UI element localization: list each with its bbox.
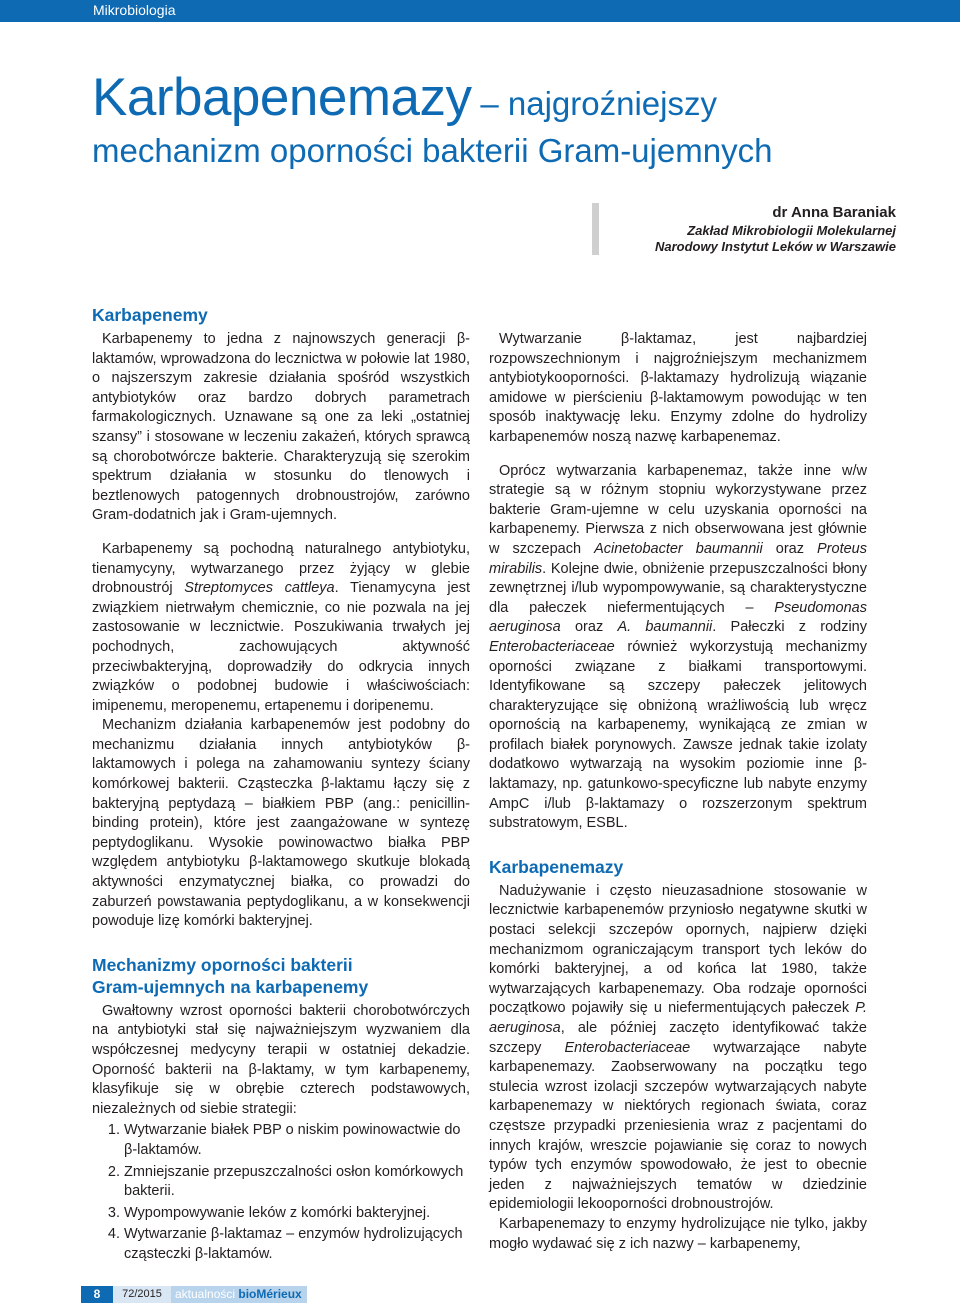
heading-mechanizmy: Mechanizmy oporności bakterii Gram-ujemnych na karbapenemy — [92, 954, 369, 997]
author-affiliation-2: Narodowy Instytut Leków w Warszawie — [654, 239, 896, 254]
list-item: 3. Wypompowywanie leków z komórki bakteryjnej. — [124, 1204, 470, 1224]
family-name: Enterobacteriaceae — [564, 1039, 691, 1056]
author-affiliation-1: Zakład Mikrobiologii Molekularnej — [687, 223, 896, 238]
page-footer — [81, 1286, 303, 1303]
family-name: Enterobacteriaceae — [489, 638, 615, 655]
species-name: Acinetobacter baumannii — [594, 540, 763, 557]
paragraph: Karbapenemy to jedna z najnowszych generacji β-laktamów, wprowadzona do lecznictwa w połowie lat 1980, o najszerszym zakresie działania spośród wszystkich antybiotyków oraz bardzo dobrych parametrach farmakologicznych. Uznawane są one za leki „ostatniej szansy” i stosowane w leczeniu zakażeń, których sprawcą są chorobotwórcze bakterie. Charakteryzują się szerokim spektrum działania w stosunku do tlenowych i beztlenowych patogennych drobnoustrojów, zarówno Gram-dodatnich jak i Gram-ujemnych. — [92, 331, 470, 524]
article-title — [92, 66, 932, 170]
heading-karbapenemy: Karbapenemy — [92, 305, 208, 325]
paragraph: Wytwarzanie β-laktamaz, jest najbardziej rozpowszechnionym i najgroźniejszym mechanizmem antybiotykooporności. β-laktamazy hydrolizują wiązanie amidowe w pierścieniu β-laktamowym powodując w ten sposób inaktywację leku. Enzymy zdolne do hydrolizy karbapenemów noszą nazwę karbapenemaz. — [489, 331, 867, 445]
paragraph: Karbapenemazy to enzymy hydrolizujące nie tylko, jakby mogło wydawać się z ich nazwy – karbapenemy, — [489, 1215, 867, 1252]
section-label: Mikrobiologia — [93, 2, 176, 18]
page-number: 8 — [81, 1286, 113, 1303]
species-name: Proteus mirabilis — [489, 540, 867, 577]
species-name: A. baumannii — [617, 619, 713, 636]
issue-number: 72/2015 — [113, 1286, 171, 1303]
paragraph: Mechanizm działania karbapenemów jest podobny do mechanizmu działania innych antybiotyków β-laktamowych i polega na zahamowaniu syntezy ściany komórkowej bakterii. Cząsteczka β-laktamu łączy się z bakteryjną peptydazą – białkiem PBP (ang.: penicillin-binding protein), które jest zaangażowane w syntezę peptydoglikanu. Wysokie powinowactwo białka PBP względem antybiotyku β-laktamowego skutkuje blokadą aktywności enzymatycznej białka, co prowadzi do zaburzeń powstawania peptydoglikanu, a w konsekwencji powoduje lizę komórki bakteryjnej. — [92, 717, 470, 930]
title-sub: – najgroźniejszy — [480, 85, 717, 122]
paragraph: Nadużywanie i często nieuzasadnione stosowanie w lecznictwie karbapenemów przyniosło negatywne skutki w postaci selekcji szczepów opornych, najpierw dzięki mechanizmom ograniczającym transport tych leków do komórki bakteryjnej, a od końca lat 1980, także wytwarzających karbapenemazy. Oba rodzaje oporności początkowo pojawiły się u niefermentujących pałeczek P. aeruginosa, ale później zaczęto identyfikować także szczepy Enterobacteriaceae wytwarzające nabyte karbapenemazy. Zaobserwowany na początku tego stulecia wzrost izolacji szczepów wytwarzających nabyte karbapenemazy w niektórych regionach świata, coraz częstsze przypadki przeniesienia wraz z pacjentami do innych krajów, wreszcie pojawianie się coraz to nowych typów tych enzymów spowodowało, że jest to obecnie jeden z najważniejszych tematów w dziedzinie epidemiologii lekooporności drobnoustrojów. — [489, 882, 867, 1213]
list-item: 1. Wytwarzanie białek PBP o niskim powinowactwie do β-laktamów. — [124, 1121, 470, 1160]
title-main: Karbapenemazy — [92, 68, 472, 127]
title-line2: mechanizm oporności bakterii Gram-ujemnych — [92, 132, 773, 169]
paragraph: Karbapenemy są pochodną naturalnego antybiotyku, tienamycyny, wytwarzanego przez żyjący w glebie drobnoustrój Streptomyces cattleya. Tienamycyna jest związkiem nietrwałym chemicznie, co nie pozwala na jej zastosowanie w lecznictwie. Poszukiwania trwałych jej pochodnych, zachowujących aktywność przeciwbakteryjną, doprowadziły do odkrycia innych związków o podobnej budowie i właściwościach: imipenemu, meropenemu, ertapenemu i doripenemu. — [92, 540, 470, 714]
left-column — [92, 304, 470, 1267]
right-column — [489, 330, 867, 1254]
list-item: 2. Zmniejszanie przepuszczalności osłon komórkowych bakterii. — [124, 1163, 470, 1202]
author-block — [592, 203, 896, 255]
paragraph: Gwałtowny wzrost oporności bakterii chorobotwórczych na antybiotyki stał się najważniejszym wyzwaniem dla współczesnej medycyny terapii w ostatniej dekadzie. Oporność bakterii na β-laktamy, w tym karbapenemy, klasyfikuje się w obrębie czterech podstawowych, niezależnych od siebie strategii: — [92, 1002, 470, 1117]
list-item: 4. Wytwarzanie β-laktamaz – enzymów hydrolizujących cząsteczki β-laktamów. — [124, 1225, 470, 1264]
author-name: dr Anna Baraniak — [772, 204, 896, 221]
paragraph: Oprócz wytwarzania karbapenemaz, także inne w/w strategie są w różnym stopniu wykorzystywane przez bakterie Gram-ujemne w celu uzyskania oporności na karbapenemy. Pierwsza z nich obserwowana jest głównie w szczepach Acinetobacter baumannii oraz Proteus mirabilis. Kolejne dwie, obniżenie przepuszczalności błony zewnętrznej i/lub wypompowywanie, są charakterystyczne dla pałeczek niefermentujących – Pseudomonas aeruginosa oraz A. baumannii. Pałeczki z rodziny Enterobacteriaceae również wykorzystują mechanizmy oporności związane z białkami transportowymi. Identyfikowane są szczepy pałeczek jelitowych charakteryzujące się obniżoną wrażliwością lub wręcz opornością na karbapenemy, wynikającą ze zmian w profilach białek porynowych. Zawsze jednak takie izolaty dodatkowo wytwarzają na wysokim poziomie inne β-laktamazy, np. gatunkowo-specyficzne lub nabyte enzymy AmpC i/lub β-laktamazy o rozszerzonym spektrum substratowym, ESBL. — [489, 462, 867, 832]
section-header-bar — [0, 0, 960, 22]
strategy-list — [92, 1121, 470, 1264]
heading-karbapenemazy: Karbapenemazy — [489, 856, 624, 877]
magazine-name: aktualności bioMérieux — [171, 1286, 307, 1303]
species-name: P. aeruginosa — [489, 1000, 867, 1036]
species-name: Pseudomonas aeruginosa — [489, 599, 867, 636]
species-name: Streptomyces cattleya — [184, 580, 335, 597]
